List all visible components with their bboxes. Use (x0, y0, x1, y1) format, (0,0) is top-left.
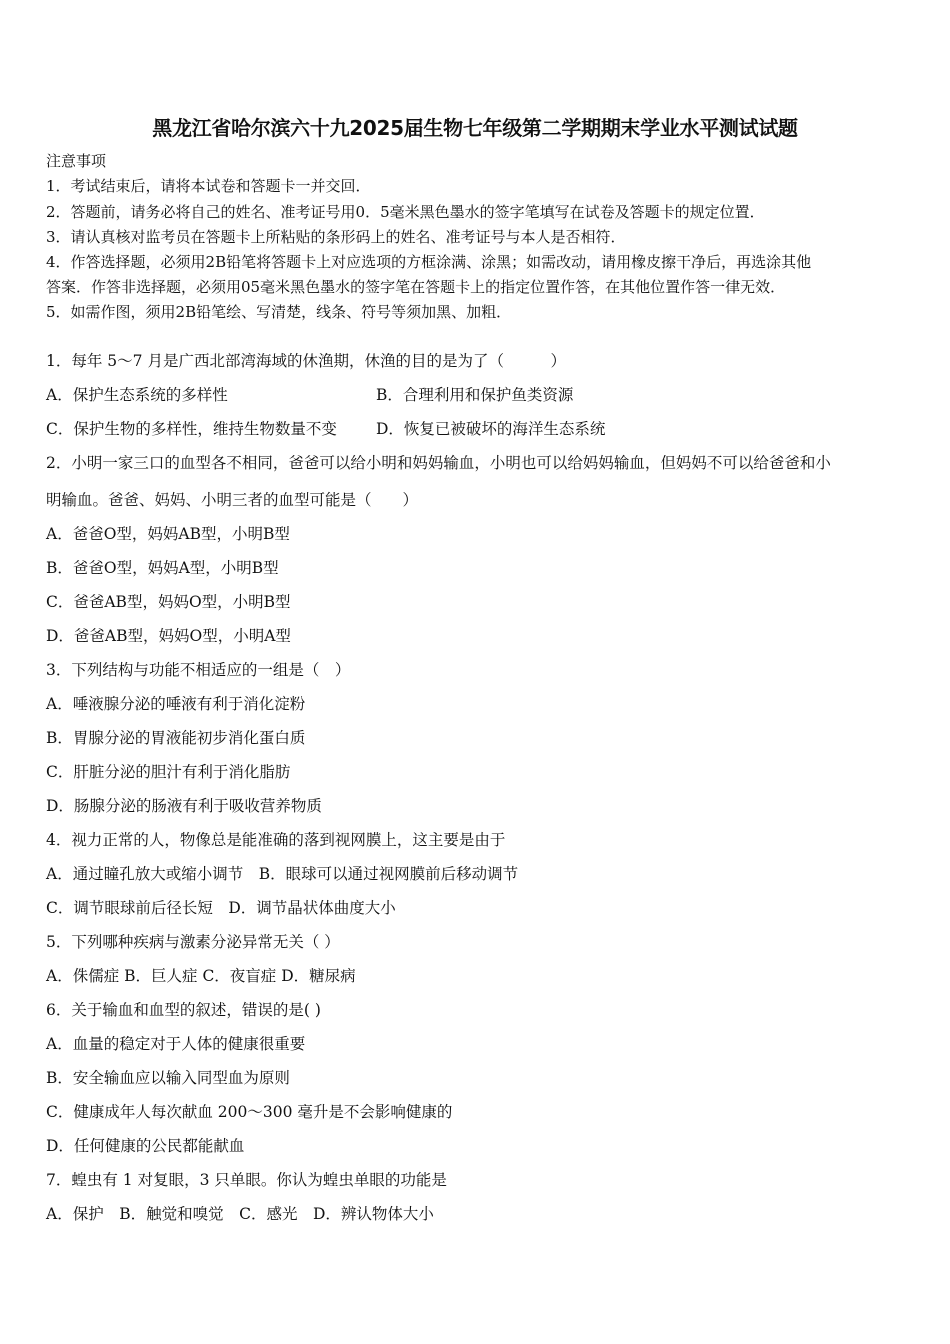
question-stem: 1．每年 5～7 月是广西北部湾海域的休渔期，休渔的目的是为了（ ） (46, 352, 566, 370)
option: B．胃腺分泌的胃液能初步消化蛋白质 (46, 729, 306, 747)
option: C．肝脏分泌的胆汁有利于消化脂肪 (46, 763, 291, 781)
note-item: 1．考试结束后，请将本试卷和答题卡一并交回． (46, 177, 371, 195)
option: D．任何健康的公民都能献血 (46, 1137, 245, 1155)
question-stem: 6．关于输血和血型的叙述，错误的是( ) (46, 1001, 321, 1019)
option: A．血量的稳定对于人体的健康很重要 (46, 1035, 306, 1053)
note-item: 4．作答选择题，必须用2B铅笔将答题卡上对应选项的方框涂满、涂黑；如需改动，请用橡皮擦干净后，再选涂其他 (46, 253, 812, 271)
page-title: 黑龙江省哈尔滨六十九2025届生物七年级第二学期期末学业水平测试试题 (152, 116, 798, 140)
question-stem: 4．视力正常的人，物像总是能准确的落到视网膜上，这主要是由于 (46, 831, 506, 849)
question-stem: 2．小明一家三口的血型各不相同，爸爸可以给小明和妈妈输血，小明也可以给妈妈输血，但妈妈不可以给爸爸和小 (46, 454, 831, 472)
note-item: 5．如需作图，须用2B铅笔绘、写清楚，线条、符号等须加黑、加粗． (46, 303, 512, 321)
note-item: 答案．作答非选择题，必须用05毫米黑色墨水的签字笔在答题卡上的指定位置作答，在其他位置作答一律无效． (46, 278, 786, 296)
option: A．爸爸O型，妈妈AB型，小明B型 (46, 525, 290, 543)
question-stem: 7．蝗虫有 1 对复眼，3 只单眼。你认为蝗虫单眼的功能是 (46, 1171, 447, 1189)
option: C．爸爸AB型，妈妈O型，小明B型 (46, 593, 291, 611)
notes-heading: 注意事项 (46, 152, 107, 170)
option: D．爸爸AB型，妈妈O型，小明A型 (46, 627, 291, 645)
option: D．恢复已被破坏的海洋生态系统 (376, 420, 606, 438)
question-stem: 5．下列哪种疾病与激素分泌异常无关（ ） (46, 933, 340, 951)
option: A．保护生态系统的多样性 (46, 386, 228, 404)
question-stem-continued: 明输血。爸爸、妈妈、小明三者的血型可能是（ ） (46, 491, 419, 509)
option: A．保护 B．触觉和嗅觉 C．感光 D．辨认物体大小 (46, 1205, 434, 1223)
note-item: 3．请认真核对监考员在答题卡上所粘贴的条形码上的姓名、准考证号与本人是否相符． (46, 228, 626, 246)
question-stem: 3．下列结构与功能不相适应的一组是（ ） (46, 661, 351, 679)
note-item: 2．答题前，请务必将自己的姓名、准考证号用0．5毫米黑色墨水的签字笔填写在试卷及答题卡的规定位置． (46, 203, 765, 221)
option: A．侏儒症 B．巨人症 C．夜盲症 D．糖尿病 (46, 967, 356, 985)
option: B．合理利用和保护鱼类资源 (376, 386, 574, 404)
option: C．调节眼球前后径长短 D．调节晶状体曲度大小 (46, 899, 396, 917)
option: D．肠腺分泌的肠液有利于吸收营养物质 (46, 797, 322, 815)
option: B．安全输血应以输入同型血为原则 (46, 1069, 290, 1087)
option: A．通过瞳孔放大或缩小调节 B．眼球可以通过视网膜前后移动调节 (46, 865, 519, 883)
option: B．爸爸O型，妈妈A型，小明B型 (46, 559, 279, 577)
option: C．健康成年人每次献血 200～300 毫升是不会影响健康的 (46, 1103, 453, 1121)
option: C．保护生物的多样性，维持生物数量不变 (46, 420, 337, 438)
option: A．唾液腺分泌的唾液有利于消化淀粉 (46, 695, 306, 713)
